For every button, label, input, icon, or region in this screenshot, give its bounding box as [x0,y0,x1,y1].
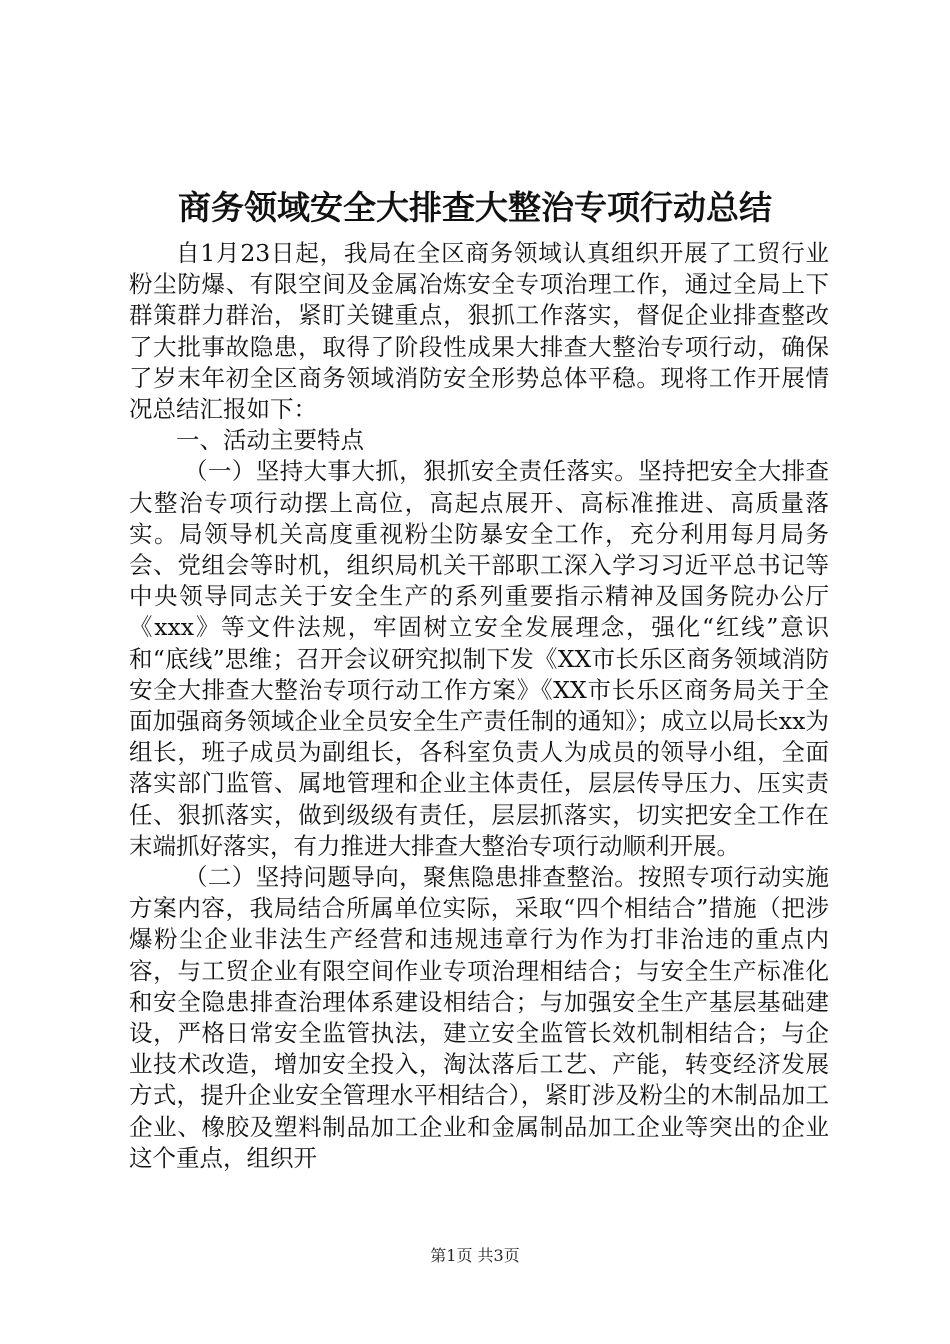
document-body [129,238,829,1174]
document-title: 商务领域安全大排查大整治专项行动总结 [178,188,772,227]
intro-paragraph: 自1月23日起，我局在全区商务领域认真组织开展了工贸行业粉尘防爆、有限空间及金属冶炼安全专项治理工作，通过全局上下群策群力群治，紧盯关键重点，狠抓工作落实，督促企业排查整改了大批事故隐患，取得了阶段性成果大排查大整治专项行动，确保了岁末年初全区商务领域消防安全形势总体平稳。现将工作开展情况总结汇报如下： [129,239,829,424]
item-paragraph-1: （一）坚持大事大抓，狠抓安全责任落实。坚持把安全大排查大整治专项行动摆上高位，高起点展开、高标准推进、高质量落实。局领导机关高度重视粉尘防暴安全工作，充分利用每月局务会、党组会等时机，组织局机关干部职工深入学习习近平总书记等中央领导同志关于安全生产的系列重要指示精神及国务院办公厅《xxx》等文件法规，牢固树立安全发展理念，强化“红线”意识和“底线”思维；召开会议研究拟制下发《XX市长乐区商务领域消防安全大排查大整治专项行动工作方案》《XX市长乐区商务局关于全面加强商务领域企业全员安全生产责任制的通知》；成立以局长xx为组长，班子成员为副组长，各科室负责人为成员的领导小组，全面落实部门监管、属地管理和企业主体责任，层层传导压力、压实责任、狠抓落实，做到级级有责任，层层抓落实，切实把安全工作在末端抓好落实，有力推进大排查大整治专项行动顺利开展。 [129,457,829,860]
page-number: 第1页 共3页 [430,1246,520,1265]
item-paragraph-2: （二）坚持问题导向，聚焦隐患排查整治。按照专项行动实施方案内容，我局结合所属单位实际，采取“四个相结合”措施（把涉爆粉尘企业非法生产经营和违规违章行为作为打非治违的重点内容，与工贸企业有限空间作业专项治理相结合；与安全生产标准化和安全隐患排查治理体系建设相结合；与加强安全生产基层基础建设，严格日常安全监管执法，建立安全监管长效机制相结合；与企业技术改造，增加安全投入，淘汰落后工艺、产能，转变经济发展方式，提升企业安全管理水平相结合），紧盯涉及粉尘的木制品加工企业、橡胶及塑料制品加工企业和金属制品加工企业等突出的企业这个重点，组织开 [129,863,829,1172]
section-heading: 一、活动主要特点 [176,426,364,455]
